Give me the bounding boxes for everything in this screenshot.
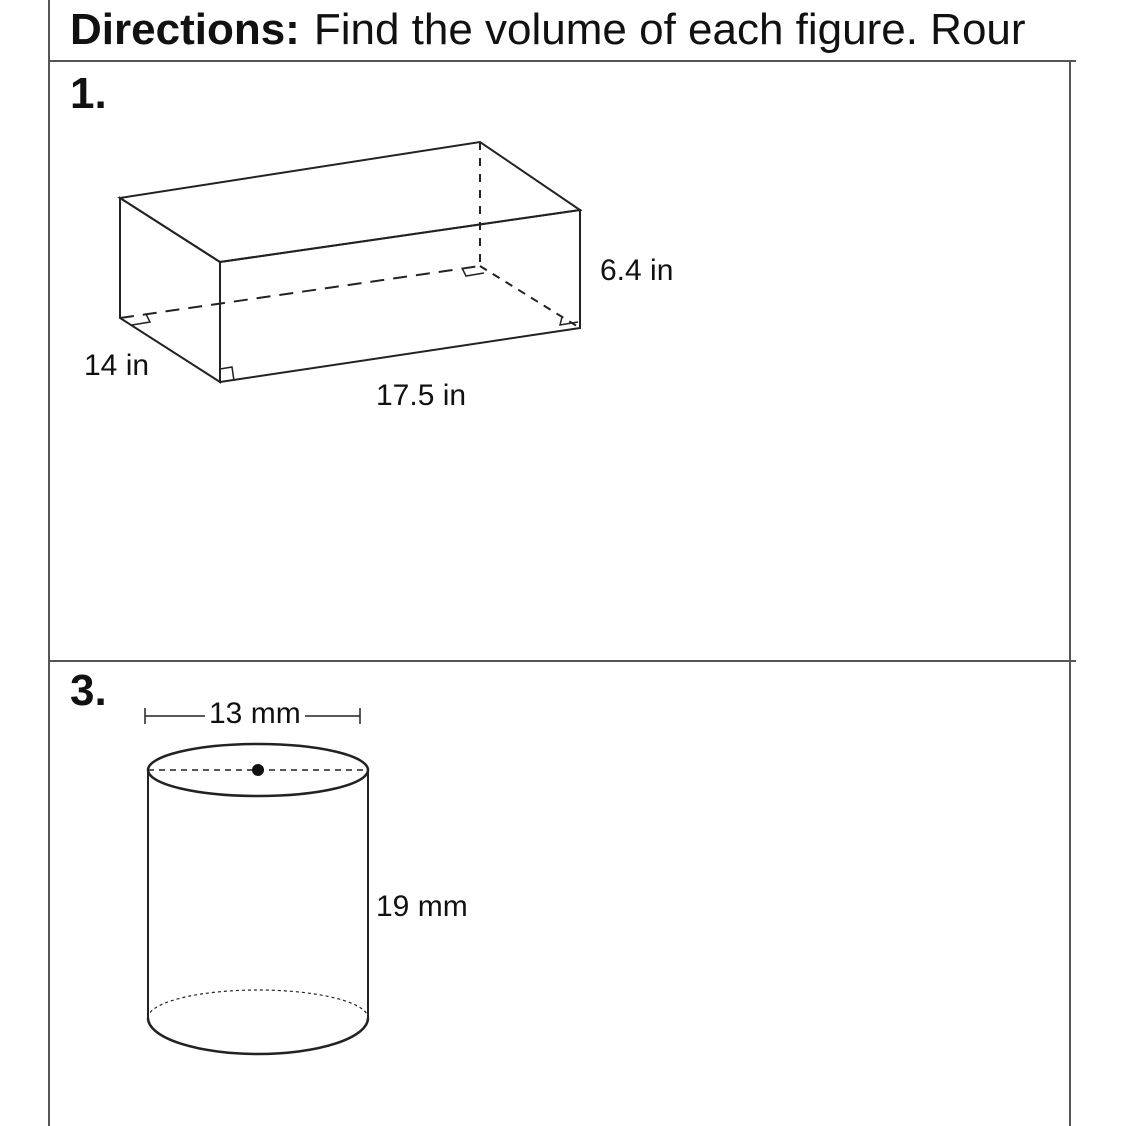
prism-length-label: 17.5 in	[376, 379, 467, 412]
cylinder-bottom-hidden-arc	[148, 990, 368, 1018]
problem-3-number: 3.	[70, 666, 107, 715]
cylinder-height-label: 19 mm	[376, 890, 468, 923]
directions-text: Find the volume of each figure. Rour	[313, 5, 1026, 54]
cylinder-diameter-label: 13 mm	[205, 697, 305, 731]
prism-width-label: 14 in	[84, 349, 150, 382]
prism-height-label: 6.4 in	[600, 254, 674, 287]
cylinder-bottom-front-arc	[148, 1018, 368, 1054]
directions-label: Directions:	[70, 5, 300, 54]
cylinder-center-point	[252, 764, 264, 776]
problem-1-number: 1.	[70, 69, 107, 118]
